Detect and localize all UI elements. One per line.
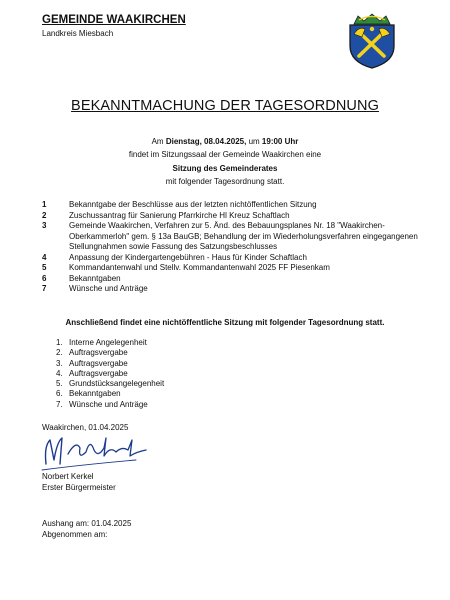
signer-block bbox=[42, 471, 116, 493]
nonpublic-text: Grundstücksangelegenheit bbox=[69, 379, 165, 389]
nonpublic-text: Wünsche und Anträge bbox=[69, 399, 148, 409]
signer-name: Norbert Kerkel bbox=[42, 472, 94, 481]
agenda-text: Wünsche und Anträge bbox=[69, 284, 148, 293]
meeting-suffix: mit folgender Tagesordnung statt. bbox=[165, 177, 285, 186]
agenda-text: Gemeinde Waakirchen, Verfahren zur 5. Änd. des Bebauungsplanes Nr. 18 "Waakirchen-Oberkammerloh" gem. § 13a BauGB; Behandlung der im Wiederholungsverfahren eingegangenen Stellungnahmen sowie Fassung des Satzungsbeschlusses bbox=[69, 221, 418, 251]
agenda-number: 1 bbox=[42, 200, 47, 209]
nonpublic-number: 3. bbox=[56, 358, 63, 368]
meeting-time: 19:00 Uhr bbox=[261, 137, 299, 146]
meeting-date-line bbox=[0, 137, 450, 146]
agenda-text: Anpassung der Kindergartengebühren - Haus für Kinder Schaftlach bbox=[69, 252, 307, 262]
agenda-item bbox=[42, 263, 422, 274]
meeting-body: Sitzung des Gemeinderates bbox=[172, 164, 278, 173]
nonpublic-number: 4. bbox=[56, 368, 63, 378]
nonpublic-agenda bbox=[56, 338, 164, 410]
nonpublic-item bbox=[56, 369, 164, 379]
posted-date: Aushang am: 01.04.2025 bbox=[42, 519, 132, 528]
agenda-item bbox=[42, 221, 422, 253]
nonpublic-item bbox=[56, 389, 164, 399]
nonpublic-text: Interne Angelegenheit bbox=[69, 338, 147, 347]
nonpublic-item bbox=[56, 379, 164, 389]
agenda-number: 2 bbox=[42, 210, 47, 220]
nonpublic-text: Bekanntgaben bbox=[69, 389, 121, 399]
agenda-item bbox=[42, 284, 422, 295]
agenda-item bbox=[42, 200, 422, 211]
meeting-date: Dienstag, 08.04.2025, bbox=[165, 137, 247, 146]
nonpublic-item bbox=[56, 359, 164, 369]
agenda-item bbox=[42, 274, 422, 285]
agenda-number: 3 bbox=[42, 221, 47, 230]
agenda-text: Bekanntgabe der Beschlüsse aus der letzten nichtöffentlichen Sitzung bbox=[69, 200, 317, 209]
nonpublic-text: Auftragsvergabe bbox=[69, 348, 128, 358]
nonpublic-number: 5. bbox=[56, 379, 63, 389]
nonpublic-text: Auftragsvergabe bbox=[69, 368, 128, 378]
district-name: Landkreis Miesbach bbox=[42, 29, 114, 38]
public-agenda bbox=[42, 200, 422, 295]
nonpublic-number: 7. bbox=[56, 399, 63, 409]
nonpublic-session-heading: Anschließend findet eine nichtöffentliche Sitzung mit folgender Tagesordnung statt. bbox=[65, 318, 385, 327]
agenda-item bbox=[42, 253, 422, 264]
document-title: BEKANNTMACHUNG DER TAGESORDNUNG bbox=[71, 98, 379, 114]
handwritten-signature bbox=[40, 434, 152, 474]
agenda-number: 5 bbox=[42, 263, 47, 272]
agenda-number: 4 bbox=[42, 252, 47, 262]
place-and-date: Waakirchen, 01.04.2025 bbox=[42, 423, 129, 432]
agenda-item bbox=[42, 211, 422, 222]
nonpublic-item bbox=[56, 400, 164, 410]
municipal-coat-of-arms-icon bbox=[346, 12, 398, 70]
agenda-number: 6 bbox=[42, 273, 47, 283]
posting-block bbox=[42, 518, 131, 540]
signer-role: Erster Bürgermeister bbox=[42, 483, 116, 492]
nonpublic-item bbox=[56, 338, 164, 348]
agenda-text: Bekanntgaben bbox=[69, 273, 121, 283]
agenda-text: Kommandantenwahl und Stellv. Kommandantenwahl 2025 FF Piesenkam bbox=[69, 263, 330, 272]
time-prefix: um bbox=[248, 137, 260, 146]
date-prefix: Am bbox=[151, 137, 164, 146]
nonpublic-number: 6. bbox=[56, 389, 63, 399]
nonpublic-number: 2. bbox=[56, 348, 63, 358]
agenda-text: Zuschussantrag für Sanierung Pfarrkirche Hl Kreuz Schaftlach bbox=[69, 210, 290, 220]
nonpublic-text: Auftragsvergabe bbox=[69, 358, 128, 368]
meeting-location: findet im Sitzungssaal der Gemeinde Waakirchen eine bbox=[128, 150, 322, 159]
agenda-number: 7 bbox=[42, 284, 47, 293]
municipality-name: GEMEINDE WAAKIRCHEN bbox=[42, 14, 186, 26]
nonpublic-item bbox=[56, 348, 164, 358]
removed-date: Abgenommen am: bbox=[42, 530, 108, 539]
nonpublic-number: 1. bbox=[56, 338, 63, 347]
